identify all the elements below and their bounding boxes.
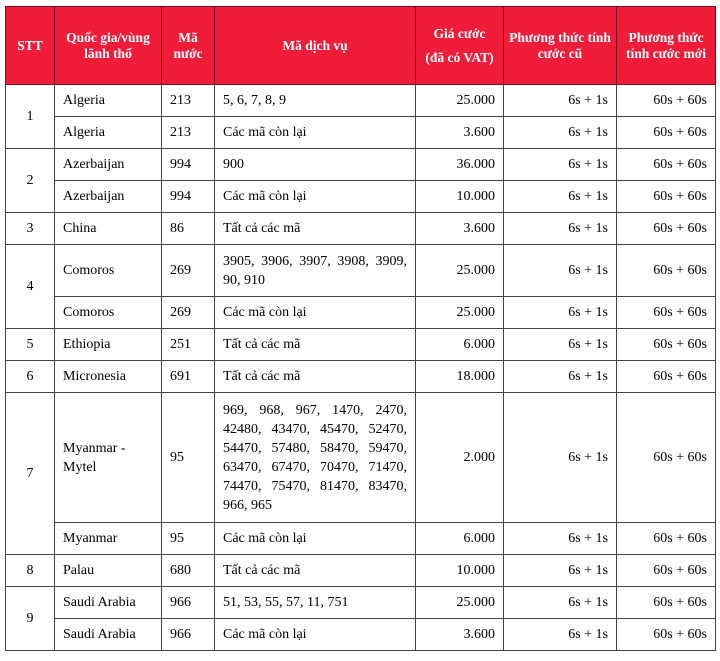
new-method-cell: 60s + 60s xyxy=(617,555,716,587)
price-cell: 3.600 xyxy=(416,619,504,651)
country-code-cell: 95 xyxy=(162,393,215,523)
new-method-cell: 60s + 60s xyxy=(617,85,716,117)
country-code-cell: 86 xyxy=(162,213,215,245)
header-price-vat-note: (đã có VAT) xyxy=(425,49,494,65)
price-cell: 2.000 xyxy=(416,393,504,523)
country-cell: Azerbaijan xyxy=(55,149,162,181)
new-method-cell: 60s + 60s xyxy=(617,181,716,213)
country-cell: Comoros xyxy=(55,245,162,297)
price-cell: 6.000 xyxy=(416,329,504,361)
table-body xyxy=(6,85,716,651)
country-code-cell: 966 xyxy=(162,587,215,619)
old-method-cell: 6s + 1s xyxy=(504,619,617,651)
old-method-cell: 6s + 1s xyxy=(504,329,617,361)
country-cell: Azerbaijan xyxy=(55,181,162,213)
stt-cell: 1 xyxy=(6,85,55,149)
old-method-cell: 6s + 1s xyxy=(504,587,617,619)
header-country: Quốc gia/vùng lãnh thổ xyxy=(55,7,162,85)
table-row xyxy=(6,329,716,361)
table-row xyxy=(6,117,716,149)
old-method-cell: 6s + 1s xyxy=(504,523,617,555)
stt-cell: 2 xyxy=(6,149,55,213)
stt-cell: 7 xyxy=(6,393,55,555)
country-code-cell: 966 xyxy=(162,619,215,651)
price-cell: 3.600 xyxy=(416,213,504,245)
country-code-cell: 269 xyxy=(162,245,215,297)
service-codes-cell: 51, 53, 55, 57, 11, 751 xyxy=(215,587,416,619)
table-row xyxy=(6,523,716,555)
table-row xyxy=(6,213,716,245)
stt-cell: 6 xyxy=(6,361,55,393)
service-codes-cell: 969, 968, 967, 1470, 2470, 42480, 43470, 45470, 52470, 54470, 57480, 58470, 59470, 63470, 67470, 70470, 71470, 74470, 75470, 81470, 83470, 966, 965 xyxy=(215,393,416,523)
new-method-cell: 60s + 60s xyxy=(617,361,716,393)
old-method-cell: 6s + 1s xyxy=(504,361,617,393)
table-row xyxy=(6,85,716,117)
header-stt: STT xyxy=(6,7,55,85)
table-row xyxy=(6,181,716,213)
service-codes-cell: Tất cả các mã xyxy=(215,329,416,361)
table-row xyxy=(6,245,716,297)
table-row xyxy=(6,393,716,523)
stt-cell: 4 xyxy=(6,245,55,329)
country-code-cell: 251 xyxy=(162,329,215,361)
new-method-cell: 60s + 60s xyxy=(617,245,716,297)
country-code-cell: 213 xyxy=(162,117,215,149)
old-method-cell: 6s + 1s xyxy=(504,555,617,587)
service-codes-cell: Tất cả các mã xyxy=(215,555,416,587)
country-code-cell: 691 xyxy=(162,361,215,393)
price-cell: 6.000 xyxy=(416,523,504,555)
country-code-cell: 680 xyxy=(162,555,215,587)
stt-cell: 8 xyxy=(6,555,55,587)
service-codes-cell: Các mã còn lại xyxy=(215,297,416,329)
table-row xyxy=(6,297,716,329)
header-services: Mã dịch vụ xyxy=(215,7,416,85)
old-method-cell: 6s + 1s xyxy=(504,213,617,245)
rates-table xyxy=(5,6,716,651)
table-row xyxy=(6,149,716,181)
country-cell: Algeria xyxy=(55,117,162,149)
header-code: Mã nước xyxy=(162,7,215,85)
old-method-cell: 6s + 1s xyxy=(504,297,617,329)
header-old-method: Phương thức tính cước cũ xyxy=(504,7,617,85)
price-cell: 18.000 xyxy=(416,361,504,393)
new-method-cell: 60s + 60s xyxy=(617,297,716,329)
country-cell: Palau xyxy=(55,555,162,587)
header-new-method: Phương thức tính cước mới xyxy=(617,7,716,85)
old-method-cell: 6s + 1s xyxy=(504,85,617,117)
service-codes-cell: Tất cả các mã xyxy=(215,213,416,245)
price-cell: 10.000 xyxy=(416,555,504,587)
country-cell: China xyxy=(55,213,162,245)
table-row xyxy=(6,361,716,393)
country-cell: Micronesia xyxy=(55,361,162,393)
service-codes-cell: 900 xyxy=(215,149,416,181)
country-cell: Myanmar xyxy=(55,523,162,555)
service-codes-cell: Tất cả các mã xyxy=(215,361,416,393)
old-method-cell: 6s + 1s xyxy=(504,149,617,181)
country-code-cell: 994 xyxy=(162,181,215,213)
new-method-cell: 60s + 60s xyxy=(617,587,716,619)
price-cell: 25.000 xyxy=(416,245,504,297)
country-cell: Ethiopia xyxy=(55,329,162,361)
old-method-cell: 6s + 1s xyxy=(504,245,617,297)
service-codes-cell: 3905, 3906, 3907, 3908, 3909, 90, 910 xyxy=(215,245,416,297)
old-method-cell: 6s + 1s xyxy=(504,181,617,213)
country-code-cell: 213 xyxy=(162,85,215,117)
price-cell: 3.600 xyxy=(416,117,504,149)
table-row xyxy=(6,587,716,619)
header-price-label: Giá cước xyxy=(433,25,486,41)
table-row xyxy=(6,619,716,651)
table-row xyxy=(6,555,716,587)
new-method-cell: 60s + 60s xyxy=(617,619,716,651)
header-price xyxy=(416,7,504,85)
stt-cell: 3 xyxy=(6,213,55,245)
country-code-cell: 95 xyxy=(162,523,215,555)
service-codes-cell: 5, 6, 7, 8, 9 xyxy=(215,85,416,117)
price-cell: 25.000 xyxy=(416,297,504,329)
old-method-cell: 6s + 1s xyxy=(504,393,617,523)
service-codes-cell: Các mã còn lại xyxy=(215,181,416,213)
price-cell: 36.000 xyxy=(416,149,504,181)
country-cell: Myanmar - Mytel xyxy=(55,393,162,523)
new-method-cell: 60s + 60s xyxy=(617,117,716,149)
country-code-cell: 994 xyxy=(162,149,215,181)
stt-cell: 9 xyxy=(6,587,55,651)
stt-cell: 5 xyxy=(6,329,55,361)
country-cell: Saudi Arabia xyxy=(55,587,162,619)
price-cell: 25.000 xyxy=(416,85,504,117)
country-cell: Comoros xyxy=(55,297,162,329)
service-codes-cell: Các mã còn lại xyxy=(215,523,416,555)
old-method-cell: 6s + 1s xyxy=(504,117,617,149)
country-code-cell: 269 xyxy=(162,297,215,329)
service-codes-cell: Các mã còn lại xyxy=(215,117,416,149)
header-row xyxy=(6,7,716,85)
price-cell: 25.000 xyxy=(416,587,504,619)
new-method-cell: 60s + 60s xyxy=(617,523,716,555)
new-method-cell: 60s + 60s xyxy=(617,213,716,245)
service-codes-cell: Các mã còn lại xyxy=(215,619,416,651)
new-method-cell: 60s + 60s xyxy=(617,393,716,523)
price-cell: 10.000 xyxy=(416,181,504,213)
country-cell: Saudi Arabia xyxy=(55,619,162,651)
country-cell: Algeria xyxy=(55,85,162,117)
new-method-cell: 60s + 60s xyxy=(617,329,716,361)
new-method-cell: 60s + 60s xyxy=(617,149,716,181)
